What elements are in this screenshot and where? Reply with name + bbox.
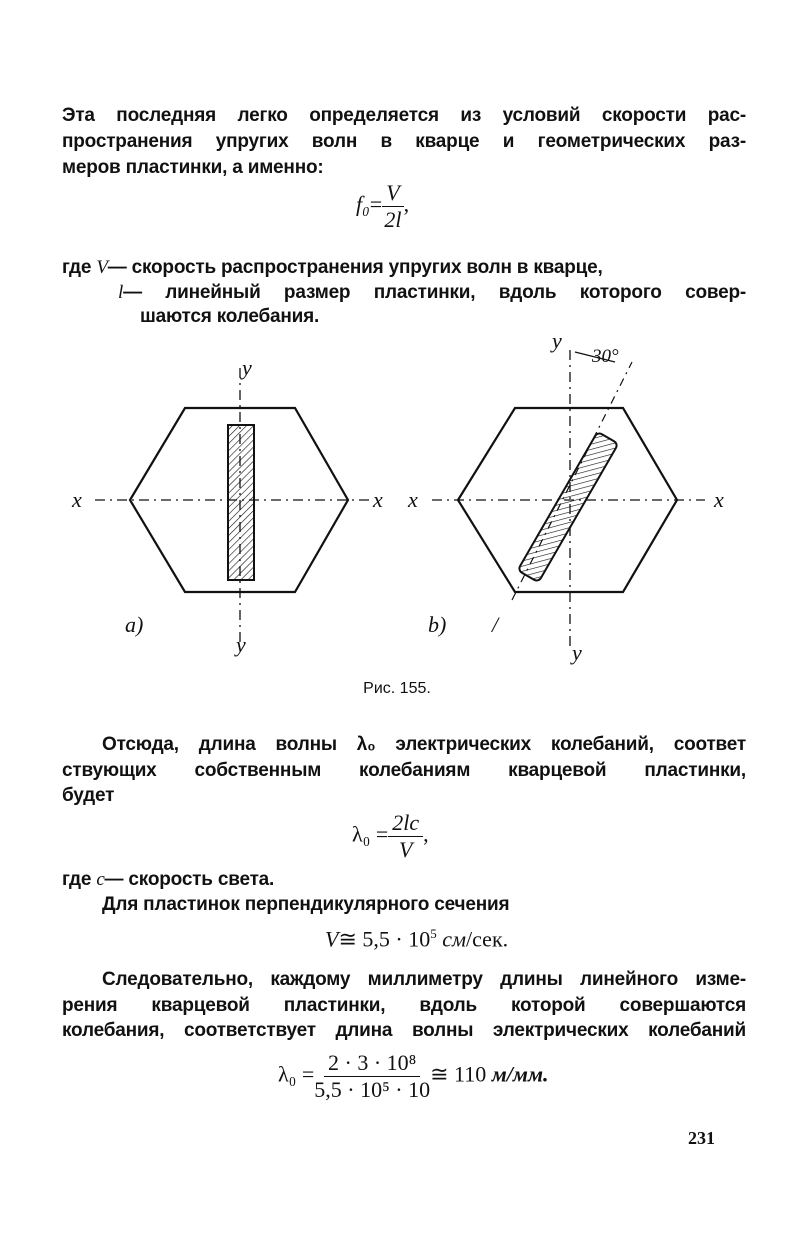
formula-lhs: λ₀ — [352, 821, 371, 847]
angle-label: 30° — [592, 346, 619, 367]
where-word: где — [62, 869, 92, 890]
approx-op: ≅ — [430, 1061, 449, 1087]
label-b: b) — [428, 612, 447, 637]
figure-caption: Рис. 155. — [363, 680, 431, 697]
formula-lambda — [352, 810, 429, 863]
numerator: 2 · 3 · 10⁸ — [324, 1050, 420, 1077]
y-label-top-a: y — [242, 355, 252, 380]
text-line: меров пластинки, а именно: — [62, 157, 324, 178]
comma: , — [423, 821, 429, 847]
text-line: шаются колебания. — [140, 306, 320, 327]
definition: — скорость распространения упругих волн в кварце, — [107, 257, 603, 278]
value: 5,5 · 10 — [362, 926, 431, 952]
y-label-top-b: y — [552, 330, 562, 353]
text-line — [62, 256, 746, 280]
y-label-bottom-b: y — [572, 640, 582, 665]
formula-f0 — [356, 180, 409, 233]
approx-op: ≅ — [338, 926, 357, 952]
comma: , — [403, 191, 410, 217]
figure-155 — [0, 330, 794, 670]
figure-b — [432, 350, 705, 650]
y-label-bottom-a: y — [236, 632, 246, 657]
text-line: будет — [62, 785, 115, 806]
symbol: V — [96, 257, 108, 278]
numerator: 2lc — [388, 810, 423, 837]
where-word: где — [62, 257, 92, 278]
symbol: c — [96, 869, 105, 890]
exponent: 5 — [430, 926, 437, 941]
text-line: Отсюда, длина волны λ₀ электрических колебаний, соответ — [102, 734, 746, 755]
denominator: V — [398, 837, 413, 862]
text-line: рения кварцевой пластинки, вдоль которой совершаются — [62, 995, 746, 1016]
fraction — [388, 810, 423, 863]
formula-lhs: f₀ — [356, 191, 370, 217]
text-line: Следовательно, каждому миллиметру длины линейного изме- — [102, 969, 746, 990]
numerator: V — [382, 180, 403, 207]
label-a: a) — [125, 612, 144, 637]
x-label-right-b: x — [714, 487, 724, 512]
unit: см — [442, 926, 467, 952]
x-label-left-a: x — [72, 487, 82, 512]
slash-mark: / — [492, 612, 499, 637]
figure-a — [95, 368, 372, 642]
formula-eq: = — [375, 821, 389, 847]
plate-b — [518, 432, 619, 583]
symbol: l — [118, 282, 124, 303]
text-line: ствующих собственным колебаниям кварцевой пластинки, — [62, 760, 746, 781]
formula-lhs: λ₀ — [278, 1061, 297, 1087]
x-label-right-a: x — [373, 487, 383, 512]
plate-a — [228, 425, 254, 580]
formula-result — [278, 1050, 549, 1103]
value: 110 — [454, 1061, 487, 1087]
unit: м/мм. — [491, 1061, 549, 1087]
paragraph-3: Для пластинок перпендикулярного сечения — [102, 894, 510, 915]
fraction — [382, 180, 403, 233]
definition: — линейный размер пластинки, вдоль которого совер- — [123, 282, 746, 303]
formula-velocity — [325, 926, 508, 952]
formula-eq: = — [301, 1061, 315, 1087]
text-line: колебания, соответствует длина волны электрических колебаний — [62, 1020, 746, 1041]
where-block-2 — [62, 868, 746, 892]
text-line: пространения упругих волн в кварце и геометрических раз- — [62, 131, 746, 152]
definition: — скорость света. — [104, 869, 275, 890]
formula-lhs: V — [325, 926, 339, 952]
page-number: 231 — [688, 1128, 715, 1148]
x-label-left-b: x — [408, 487, 418, 512]
fraction — [314, 1050, 430, 1103]
denominator: 2l — [384, 207, 402, 232]
text-line — [118, 281, 746, 305]
denominator: 5,5 · 10⁵ · 10 — [314, 1077, 431, 1102]
unit-rest: /сек. — [466, 926, 509, 952]
formula-eq: = — [369, 191, 383, 217]
text-line: Эта последняя легко определяется из условий скорости рас- — [62, 105, 746, 126]
